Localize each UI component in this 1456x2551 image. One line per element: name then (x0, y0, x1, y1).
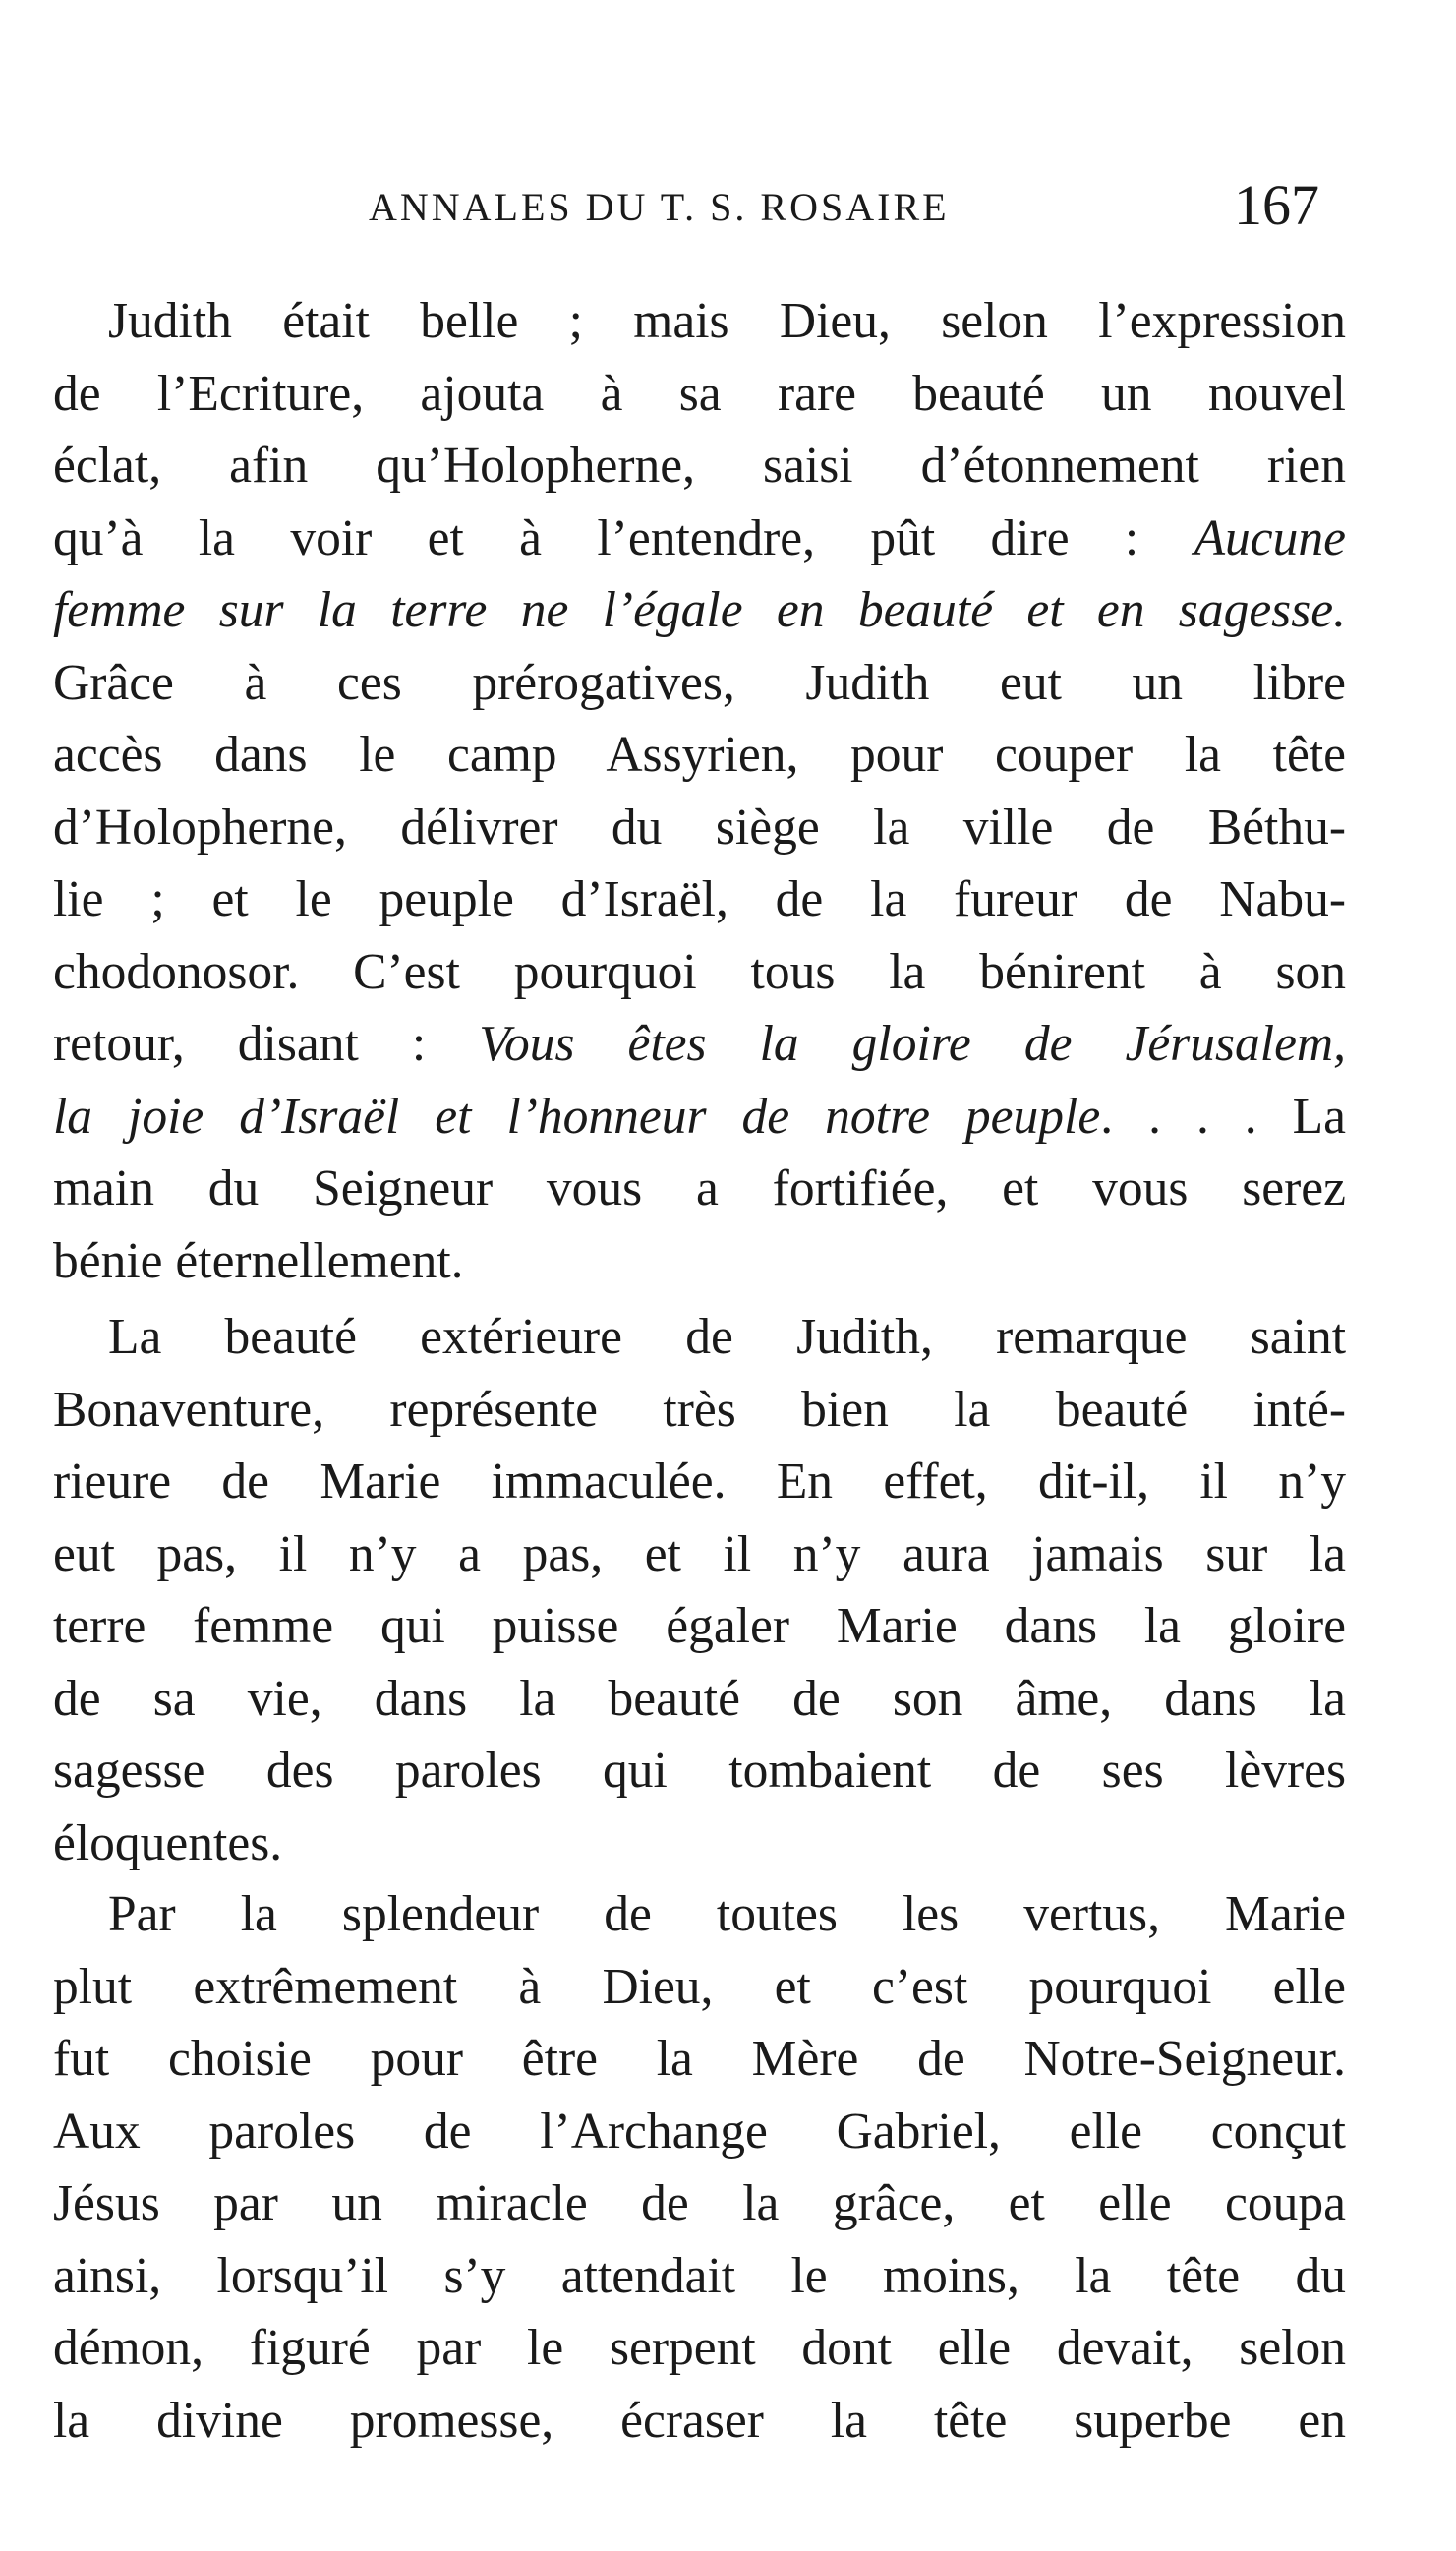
text-run: La beauté extérieure de Judith, remarque saint (108, 1309, 1346, 1365)
text-line (53, 2096, 1346, 2168)
text-run: lie ; et le peuple d’Israël, de la fureur de Nabu- (53, 871, 1346, 927)
text-line (53, 719, 1346, 792)
text-line (53, 1081, 1346, 1154)
italic-quote-run: Aucune (1194, 509, 1346, 566)
text-run: Par la splendeur de toutes les vertus, Marie (108, 1886, 1346, 1942)
text-line (53, 1951, 1346, 2024)
text-run: Aux paroles de l’Archange Gabriel, elle conçut (53, 2103, 1346, 2160)
text-line (53, 1590, 1346, 1663)
text-line (53, 574, 1346, 647)
text-line (53, 1374, 1346, 1447)
text-run: rieure de Marie immaculée. En effet, dit-il, il n’y (53, 1453, 1346, 1510)
text-run: . . . . La (1100, 1088, 1346, 1145)
text-line (53, 647, 1346, 720)
text-run: fut choisie pour être la Mère de Notre-Seigneur. (53, 2031, 1346, 2087)
paragraph-1 (53, 285, 1346, 1297)
italic-quote-run: la joie d’Israël et l’honneur de notre peuple (53, 1088, 1101, 1145)
text-run: ainsi, lorsqu’il s’y attendait le moins, la tête du (53, 2247, 1346, 2304)
text-run: sagesse des paroles qui tombaient de ses lèvres (53, 1743, 1346, 1799)
text-line (53, 1663, 1346, 1736)
text-run: Judith était belle ; mais Dieu, selon l’expression (108, 293, 1346, 349)
text-line (53, 358, 1346, 431)
text-run: la divine promesse, écraser la tête superbe en (53, 2392, 1346, 2449)
text-line (53, 1153, 1346, 1225)
paragraph-3 (53, 1878, 1346, 2457)
text-run: éclat, afin qu’Holopherne, saisi d’étonnement rien (53, 438, 1346, 494)
running-header (0, 172, 1456, 241)
text-line (53, 285, 1346, 358)
text-line (53, 1301, 1346, 1374)
text-line (53, 2023, 1346, 2096)
text-line (53, 792, 1346, 864)
paragraph-2 (53, 1301, 1346, 1879)
text-line (53, 1808, 1346, 1880)
text-run: retour, disant : (53, 1016, 480, 1072)
text-run: de l’Ecriture, ajouta à sa rare beauté un nouvel (53, 365, 1346, 422)
text-run: eut pas, il n’y a pas, et il n’y aura jamais sur la (53, 1525, 1346, 1582)
text-line (53, 1008, 1346, 1081)
text-run: qu’à la voir et à l’entendre, pût dire : (53, 509, 1194, 566)
text-line (53, 503, 1346, 575)
text-run: de sa vie, dans la beauté de son âme, dans la (53, 1670, 1346, 1727)
text-line (53, 1735, 1346, 1808)
text-run: Bonaventure, représente très bien la beauté inté- (53, 1381, 1346, 1438)
page-number: 167 (1234, 173, 1319, 237)
running-title: ANNALES DU T. S. ROSAIRE (369, 185, 950, 229)
text-line (53, 863, 1346, 936)
italic-quote-run: Vous êtes la gloire de Jérusalem, (479, 1016, 1346, 1072)
text-run: accès dans le camp Assyrien, pour couper la tête (53, 727, 1346, 783)
text-line (53, 1878, 1346, 1951)
text-run: terre femme qui puisse égaler Marie dans la gloire (53, 1598, 1346, 1654)
text-line (53, 2312, 1346, 2385)
text-line (53, 1518, 1346, 1591)
text-run: éloquentes. (53, 1814, 283, 1871)
text-run: main du Seigneur vous a fortifiée, et vous serez (53, 1160, 1346, 1216)
text-run: Grâce à ces prérogatives, Judith eut un libre (53, 654, 1346, 711)
text-line (53, 1446, 1346, 1518)
text-line (53, 430, 1346, 503)
text-line (53, 2240, 1346, 2313)
text-line (53, 2385, 1346, 2458)
text-run: bénie éternellement. (53, 1232, 464, 1289)
text-run: chodonosor. C’est pourquoi tous la bénirent à son (53, 943, 1346, 1000)
text-line (53, 936, 1346, 1009)
text-run: plut extrêmement à Dieu, et c’est pourquoi elle (53, 1958, 1346, 2015)
text-line (53, 2167, 1346, 2240)
text-run: d’Holopherne, délivrer du siège la ville de Béthu- (53, 799, 1346, 856)
text-line (53, 1225, 1346, 1298)
text-run: démon, figuré par le serpent dont elle devait, selon (53, 2320, 1346, 2376)
text-run: Jésus par un miracle de la grâce, et elle coupa (53, 2175, 1346, 2231)
italic-quote-run: femme sur la terre ne l’égale en beauté et en sagesse. (53, 582, 1346, 638)
